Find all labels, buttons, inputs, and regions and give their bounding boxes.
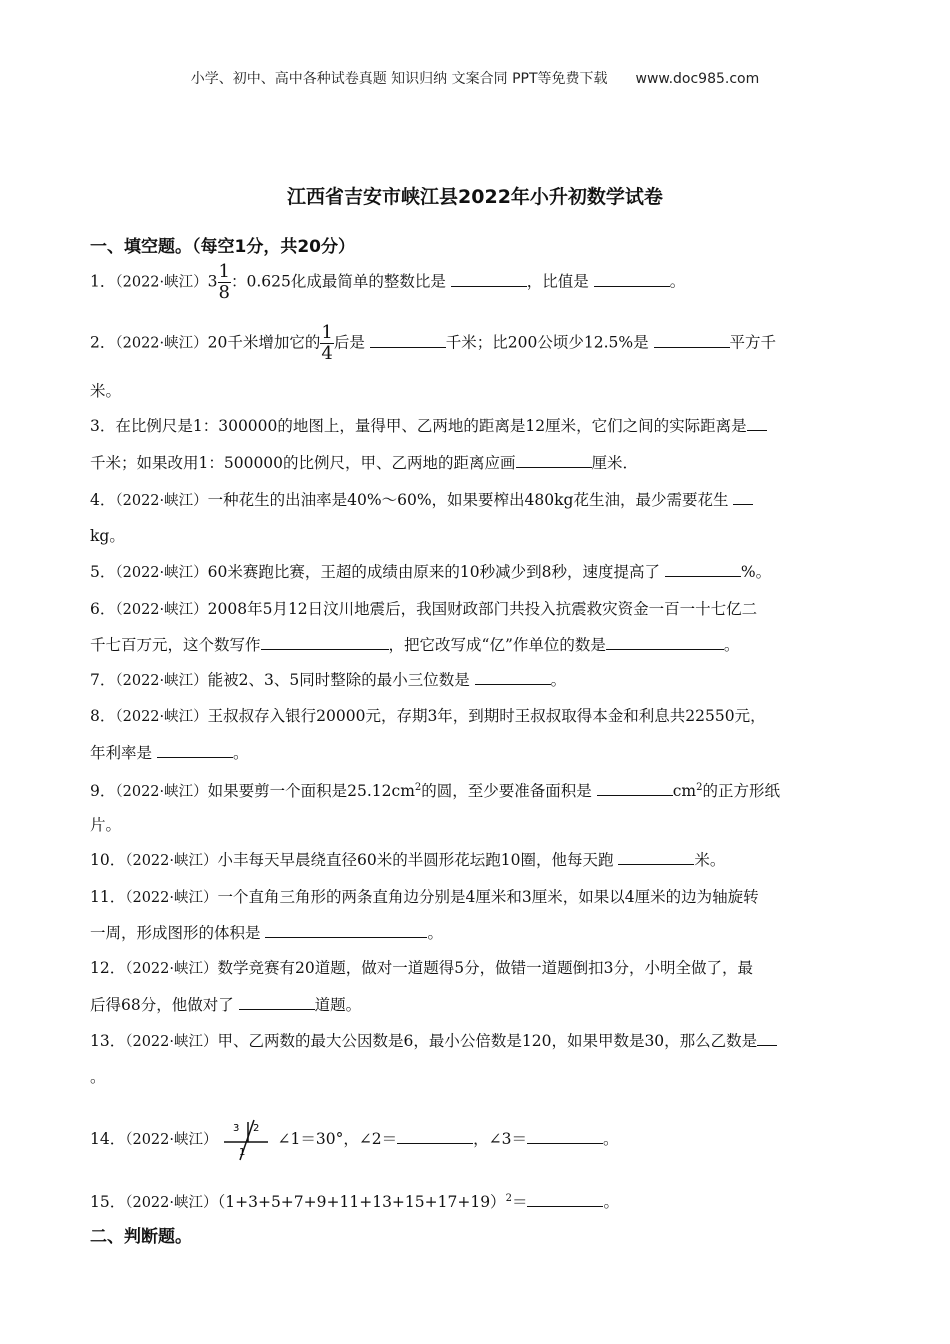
question-13-cont: 。 <box>90 1068 106 1086</box>
answer-blank[interactable] <box>239 993 315 1010</box>
answer-blank[interactable] <box>606 633 724 650</box>
question-6: 6．（2022·峡江）2008年5月12日汶川地震后，我国财政部门共投入抗震救灾资金一百一十七亿二 <box>90 600 758 618</box>
page-header <box>0 68 950 88</box>
header-site-link[interactable]: www.doc985.com <box>635 71 760 87</box>
answer-blank[interactable] <box>475 668 551 685</box>
question-4: 4．（2022·峡江）一种花生的出油率是40%～60%，如果要榨出480kg花生油，最少需要花生 <box>90 483 860 518</box>
angle-figure <box>220 1118 270 1162</box>
answer-blank[interactable] <box>516 451 592 468</box>
question-13: 13．（2022·峡江）甲、乙两数的最大公因数是6，最小公倍数是120，如果甲数是30，那么乙数是 <box>90 1024 860 1059</box>
angle-label-2: 2 <box>252 1123 259 1134</box>
answer-blank[interactable] <box>757 1029 777 1046</box>
question-7: 7．（2022·峡江）能被2、3、5同时整除的最小三位数是 。 <box>90 663 860 698</box>
answer-blank[interactable] <box>527 1190 603 1207</box>
question-8-cont: 年利率是 。 <box>90 736 860 770</box>
answer-blank[interactable] <box>527 1127 603 1144</box>
answer-blank[interactable] <box>618 848 694 865</box>
answer-blank[interactable] <box>157 741 233 758</box>
question-5: 5．（2022·峡江）60米赛跑比赛，王超的成绩由原来的10秒减少到8秒，速度提高了 %。 <box>90 555 860 590</box>
question-12-cont: 后得68分，他做对了 道题。 <box>90 988 860 1022</box>
answer-blank[interactable] <box>397 1127 473 1144</box>
question-3-cont: 千米；如果改用1：500000的比例尺，甲、乙两地的距离应画 厘米． <box>90 446 860 480</box>
question-9: 9．（2022·峡江）如果要剪一个面积是$25.12cm^2$的圆，至少要准备面积是 $cm^2$的正方形纸 <box>90 771 860 809</box>
fraction-1-4: $\frac{1}{4}$ <box>321 322 333 364</box>
question-11: 11．（2022·峡江）一个直角三角形的两条直角边分别是4厘米和3厘米，如果以4厘米的边为轴旋转 <box>90 888 759 906</box>
answer-blank[interactable] <box>733 488 753 505</box>
question-10: 10．（2022·峡江）小丰每天早晨绕直径60米的半圆形花坛跑10圈，他每天跑 米。 <box>90 843 860 878</box>
question-3: 3．在比例尺是1：300000的地图上，量得甲、乙两地的距离是12厘米，它们之间的实际距离是 <box>90 409 860 443</box>
answer-blank[interactable] <box>665 560 741 577</box>
answer-blank[interactable] <box>265 921 427 938</box>
answer-blank[interactable] <box>747 414 767 431</box>
exam-title: 江西省吉安市峡江县2022年小升初数学试卷 <box>287 186 663 208</box>
answer-blank[interactable] <box>597 779 673 796</box>
question-15: 15．（2022·峡江）$(1+3+5+7+9+11+13+15+17+19)^2=$ 。 <box>90 1182 860 1220</box>
fraction-1-8: $\frac{1}{8}$ <box>218 261 230 303</box>
answer-blank[interactable] <box>451 270 527 287</box>
answer-blank[interactable] <box>594 270 670 287</box>
question-11-cont: 一周，形成图形的体积是 。 <box>90 916 860 950</box>
question-6-cont: 千七百万元，这个数写作 ，把它改写成“亿”作单位的数是 。 <box>90 628 860 662</box>
question-9-cont: 片。 <box>90 816 122 834</box>
answer-blank[interactable] <box>261 633 389 650</box>
question-2-cont: 米。 <box>90 382 122 400</box>
question-2: 2．（2022·峡江）20千米增加它的 $\frac{1}{4}$ 后是 千米；比200公顷少12.5%是 平方千 <box>90 322 777 364</box>
header-text: 小学、初中、高中各种试卷真题 知识归纳 文案合同 PPT等免费下载 <box>190 71 608 87</box>
answer-blank[interactable] <box>654 331 730 348</box>
answer-blank[interactable] <box>370 331 446 348</box>
question-8: 8．（2022·峡江）王叔叔存入银行20000元，存期3年，到期时王叔叔取得本金和利息共22550元， <box>90 707 766 725</box>
question-14: 14．（2022·峡江） 3 2 1 ∠1＝30°，∠2＝ ，∠3＝ 。 <box>90 1118 860 1162</box>
question-12: 12．（2022·峡江）数学竞赛有20道题，做对一道题得5分，做错一道题倒扣3分，小明全做了，最 <box>90 959 753 977</box>
angle-label-1: 1 <box>238 1147 245 1158</box>
question-4-cont: kg。 <box>90 527 125 545</box>
section-fill-blank-heading: 一、填空题。（每空1分，共20分） <box>90 237 355 257</box>
section-judgement-heading: 二、判断题。 <box>90 1227 192 1247</box>
angle-label-3: 3 <box>232 1123 239 1134</box>
question-1: 1．（2022·峡江）3 $\frac{1}{8}$ ：0.625化成最简单的整数比是 ，比值是 。 <box>90 261 686 303</box>
